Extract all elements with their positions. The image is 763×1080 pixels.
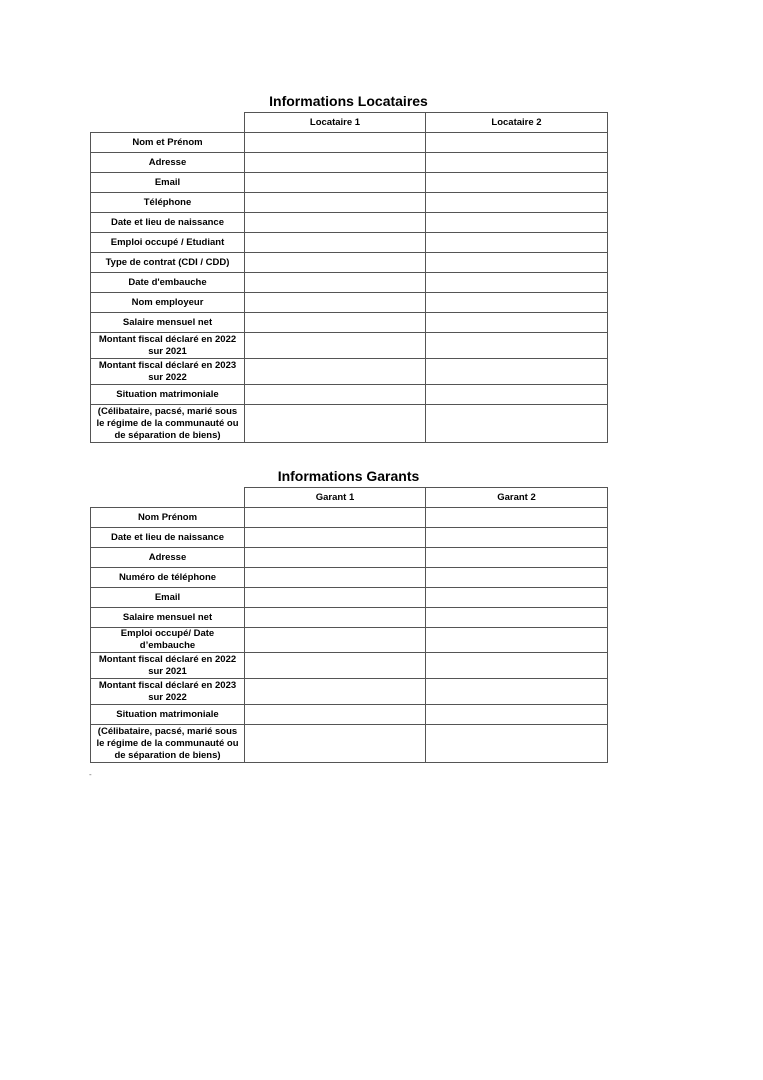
- column-header-garant-1: Garant 1: [245, 488, 426, 508]
- column-header-locataire-2: Locataire 2: [426, 113, 608, 133]
- row-label: Montant fiscal déclaré en 2023 sur 2022: [91, 679, 245, 705]
- table-row: [91, 588, 608, 608]
- table-row: [91, 153, 608, 173]
- table-row: [91, 508, 608, 528]
- value-cell-1[interactable]: [245, 213, 426, 233]
- value-cell-1[interactable]: [245, 548, 426, 568]
- header-blank-cell: [91, 113, 245, 133]
- section-title-garants: Informations Garants: [277, 468, 420, 484]
- table-row: [91, 628, 608, 653]
- value-cell-1[interactable]: [245, 173, 426, 193]
- row-label: Salaire mensuel net: [91, 313, 245, 333]
- value-cell-1[interactable]: [245, 588, 426, 608]
- stray-mark: -: [89, 770, 92, 779]
- value-cell-2[interactable]: [426, 153, 608, 173]
- section-title-locataires: Informations Locataires: [269, 93, 428, 109]
- table-row: [91, 293, 608, 313]
- row-label: Montant fiscal déclaré en 2022 sur 2021: [91, 653, 245, 679]
- value-cell-1[interactable]: [245, 233, 426, 253]
- value-cell-1[interactable]: [245, 385, 426, 405]
- row-label: Montant fiscal déclaré en 2022 sur 2021: [91, 333, 245, 359]
- value-cell-1[interactable]: [245, 193, 426, 213]
- row-label: Adresse: [91, 548, 245, 568]
- value-cell-2[interactable]: [426, 405, 608, 443]
- value-cell-2[interactable]: [426, 213, 608, 233]
- value-cell-2[interactable]: [426, 193, 608, 213]
- row-label: Adresse: [91, 153, 245, 173]
- table-row: [91, 173, 608, 193]
- column-header-garant-2: Garant 2: [426, 488, 608, 508]
- value-cell-1[interactable]: [245, 725, 426, 763]
- row-label: Date et lieu de naissance: [91, 528, 245, 548]
- value-cell-1[interactable]: [245, 528, 426, 548]
- table-row: [91, 608, 608, 628]
- value-cell-1[interactable]: [245, 405, 426, 443]
- value-cell-1[interactable]: [245, 273, 426, 293]
- table-row: [91, 213, 608, 233]
- value-cell-2[interactable]: [426, 508, 608, 528]
- value-cell-2[interactable]: [426, 313, 608, 333]
- row-label: Nom Prénom: [91, 508, 245, 528]
- value-cell-1[interactable]: [245, 608, 426, 628]
- value-cell-2[interactable]: [426, 628, 608, 653]
- value-cell-2[interactable]: [426, 548, 608, 568]
- table-row: [91, 385, 608, 405]
- table-row: [91, 253, 608, 273]
- value-cell-2[interactable]: [426, 133, 608, 153]
- value-cell-2[interactable]: [426, 359, 608, 385]
- value-cell-1[interactable]: [245, 628, 426, 653]
- value-cell-2[interactable]: [426, 725, 608, 763]
- table-row: [91, 528, 608, 548]
- value-cell-1[interactable]: [245, 153, 426, 173]
- table-header-row: [91, 488, 608, 508]
- row-label: Numéro de téléphone: [91, 568, 245, 588]
- value-cell-2[interactable]: [426, 588, 608, 608]
- table-header-row: [91, 113, 608, 133]
- value-cell-2[interactable]: [426, 293, 608, 313]
- row-label: Montant fiscal déclaré en 2023 sur 2022: [91, 359, 245, 385]
- value-cell-2[interactable]: [426, 653, 608, 679]
- row-label: Emploi occupé / Etudiant: [91, 233, 245, 253]
- row-label: Nom employeur: [91, 293, 245, 313]
- row-label: Date et lieu de naissance: [91, 213, 245, 233]
- value-cell-2[interactable]: [426, 679, 608, 705]
- table-garants: [90, 487, 608, 763]
- value-cell-1[interactable]: [245, 705, 426, 725]
- table-row: [91, 405, 608, 443]
- table-row: [91, 679, 608, 705]
- value-cell-1[interactable]: [245, 313, 426, 333]
- column-header-locataire-1: Locataire 1: [245, 113, 426, 133]
- row-label: Situation matrimoniale: [91, 385, 245, 405]
- row-label: Emploi occupé/ Date d’embauche: [91, 628, 245, 653]
- table-row: [91, 653, 608, 679]
- value-cell-2[interactable]: [426, 528, 608, 548]
- value-cell-1[interactable]: [245, 333, 426, 359]
- value-cell-1[interactable]: [245, 653, 426, 679]
- table-row: [91, 725, 608, 763]
- value-cell-2[interactable]: [426, 568, 608, 588]
- value-cell-2[interactable]: [426, 173, 608, 193]
- table-locataires: [90, 112, 608, 443]
- row-label: Nom et Prénom: [91, 133, 245, 153]
- value-cell-1[interactable]: [245, 679, 426, 705]
- table-row: [91, 568, 608, 588]
- table-row: [91, 273, 608, 293]
- row-label: Date d'embauche: [91, 273, 245, 293]
- value-cell-2[interactable]: [426, 273, 608, 293]
- value-cell-2[interactable]: [426, 608, 608, 628]
- value-cell-1[interactable]: [245, 568, 426, 588]
- value-cell-1[interactable]: [245, 133, 426, 153]
- value-cell-2[interactable]: [426, 385, 608, 405]
- value-cell-1[interactable]: [245, 359, 426, 385]
- table-row: [91, 133, 608, 153]
- value-cell-1[interactable]: [245, 293, 426, 313]
- table-row: [91, 333, 608, 359]
- row-label: Email: [91, 173, 245, 193]
- row-label: (Célibataire, pacsé, marié sous le régime de la communauté ou de séparation de biens): [91, 725, 245, 763]
- table-row: [91, 705, 608, 725]
- table-row: [91, 193, 608, 213]
- header-blank-cell: [91, 488, 245, 508]
- table-row: [91, 313, 608, 333]
- table-row: [91, 359, 608, 385]
- row-label: (Célibataire, pacsé, marié sous le régime de la communauté ou de séparation de biens): [91, 405, 245, 443]
- value-cell-2[interactable]: [426, 333, 608, 359]
- row-label: Salaire mensuel net: [91, 608, 245, 628]
- row-label: Email: [91, 588, 245, 608]
- row-label: Type de contrat (CDI / CDD): [91, 253, 245, 273]
- value-cell-2[interactable]: [426, 253, 608, 273]
- row-label: Situation matrimoniale: [91, 705, 245, 725]
- row-label: Téléphone: [91, 193, 245, 213]
- table-row: [91, 548, 608, 568]
- value-cell-1[interactable]: [245, 253, 426, 273]
- value-cell-1[interactable]: [245, 508, 426, 528]
- value-cell-2[interactable]: [426, 233, 608, 253]
- value-cell-2[interactable]: [426, 705, 608, 725]
- table-row: [91, 233, 608, 253]
